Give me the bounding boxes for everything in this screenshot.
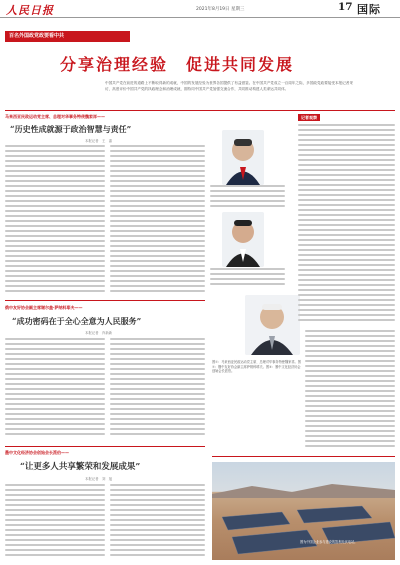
- article-body: [110, 484, 205, 562]
- main-headline: 分享治理经验 促进共同发展: [60, 55, 295, 74]
- article-body: [210, 185, 285, 213]
- portraits-caption: 图①：马来西亚民政运动党主席、总理对华事务特使魏家祥。图②：俄中友好协会副主席萨纳科耶夫。图③：墨中文化经济协会创始会长派伯。: [212, 360, 301, 373]
- article-kicker: 俄中友好协会副主席谢尔盖·萨纳科耶夫——: [5, 305, 83, 310]
- sidebar-body: [305, 330, 395, 450]
- lead-paragraph: 中国共产党在前进的道路上不断取得新的成就，中国的发展经验为世界各国提供了有益借鉴。在中国共产党成立一百周年之际，多国政党政要接受本报记者采访，高度评价中国共产党的执政理念和治理成就，期待同中国共产党加强交流合作，共同推动构建人类命运共同体。: [105, 81, 353, 91]
- divider: [212, 456, 395, 457]
- portrait-photo: [222, 130, 264, 185]
- column-ribbon: 百名外国政党政要看中共: [5, 31, 130, 42]
- article-body: [5, 145, 105, 295]
- portrait-photo: [245, 295, 300, 355]
- sidebar-label: 记者观察: [298, 114, 320, 121]
- page-number: 17: [338, 1, 353, 13]
- newspaper-logo: 人民日报: [6, 4, 54, 17]
- portrait-image: [222, 130, 264, 185]
- article-body: [5, 338, 105, 438]
- divider: [5, 300, 205, 301]
- article-body: [110, 338, 205, 438]
- section-name: 国际: [357, 3, 381, 16]
- article-body: [110, 145, 205, 295]
- solar-panels-image: [212, 462, 395, 560]
- portrait-photo: [222, 212, 264, 267]
- portrait-image: [222, 212, 264, 267]
- article-kicker: 马来西亚民政运动党主席、总理对华事务特使魏家祥——: [5, 114, 105, 119]
- article-byline: 本报记者 刘 旭: [85, 477, 113, 481]
- portrait-image: [245, 295, 300, 355]
- sidebar-body: [298, 124, 395, 324]
- article-title: “历史性成就源于政治智慧与责任”: [10, 124, 132, 134]
- article-kicker: 墨中文化经济协会创始会长派伯——: [5, 450, 69, 455]
- article-title: “成功密码在于全心全意为人民服务”: [12, 316, 142, 326]
- photo-caption: 图为中国企业参与建设的智利光伏电站。: [300, 540, 358, 544]
- article-body: [210, 268, 285, 292]
- solar-plant-photo: [212, 462, 395, 560]
- article-byline: 本报记者 肖新新: [85, 331, 113, 335]
- issue-date: 2021年8月19日 星期三: [196, 7, 245, 12]
- divider: [5, 110, 395, 111]
- page-header: [0, 0, 400, 18]
- article-byline: 本报记者 王 嘉: [85, 139, 113, 143]
- article-title: “让更多人共享繁荣和发展成果”: [20, 462, 141, 472]
- divider: [5, 446, 205, 447]
- article-body: [5, 484, 105, 562]
